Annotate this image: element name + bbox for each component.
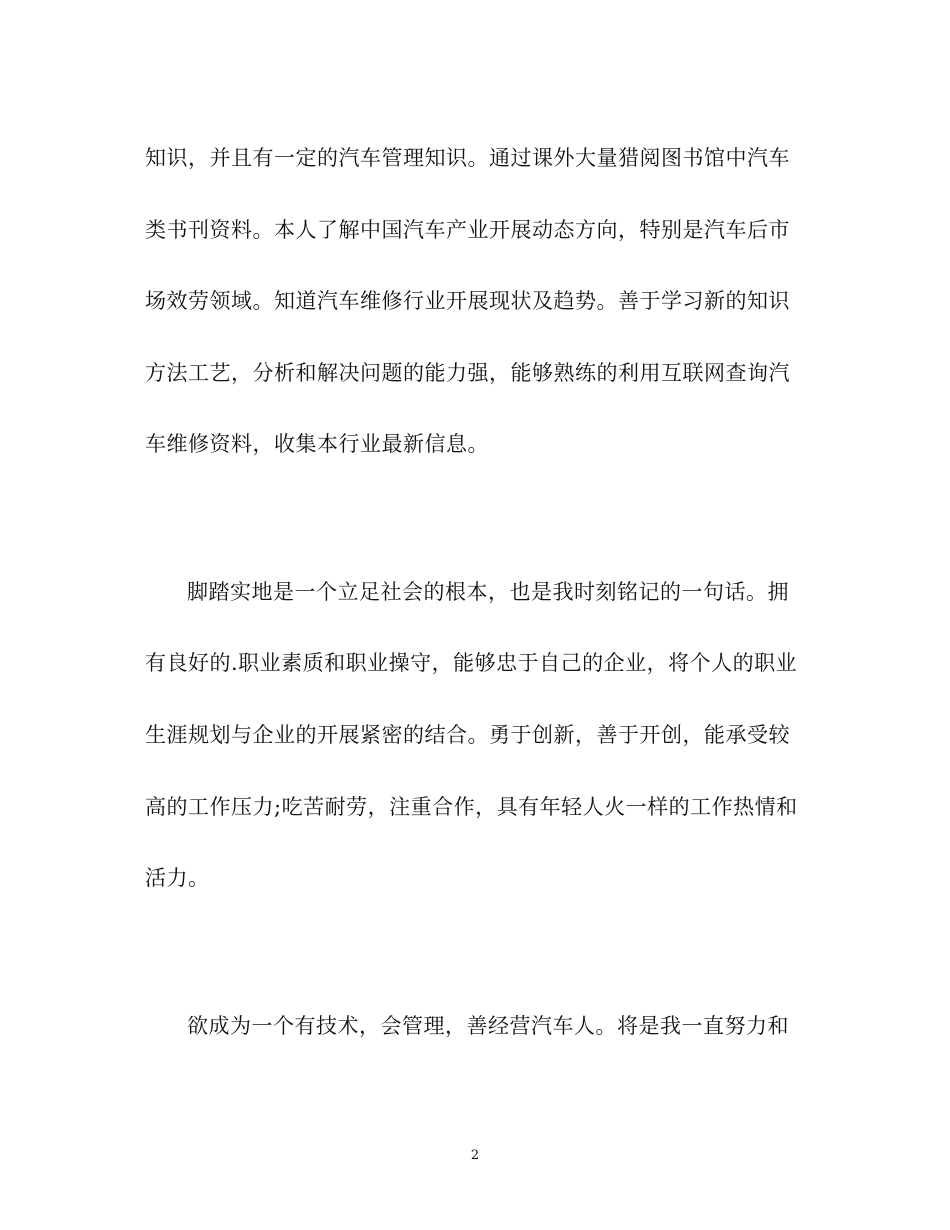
paragraph-1-line-5: 车维修资料，收集本行业最新信息。 <box>145 432 489 456</box>
paragraph-2-line-2: 有良好的.职业素质和职业操守，能够忠于自己的企业，将个人的职业 <box>145 651 798 675</box>
paragraph-2-line-1: 脚踏实地是一个立足社会的根本，也是我时刻铭记的一句话。拥 <box>187 580 789 604</box>
paragraph-3-line-1: 欲成为一个有技术，会管理，善经营汽车人。将是我一直努力和 <box>187 1014 789 1038</box>
paragraph-1-line-3: 场效劳领域。知道汽车维修行业开展现状及趋势。善于学习新的知识 <box>145 289 790 313</box>
paragraph-1-line-1: 知识，并且有一定的汽车管理知识。通过课外大量猎阅图书馆中汽车 <box>145 146 790 170</box>
paragraph-2-line-4: 高的工作压力;吃苦耐劳，注重合作，具有年轻人火一样的工作热情和 <box>145 795 798 819</box>
paragraph-2-line-5: 活力。 <box>145 866 210 890</box>
paragraph-1-line-2: 类书刊资料。本人了解中国汽车产业开展动态方向，特别是汽车后市 <box>145 218 790 242</box>
page-number: 2 <box>470 1148 480 1163</box>
paragraph-1-line-4: 方法工艺，分析和解决问题的能力强，能够熟练的利用互联网查询汽 <box>145 361 790 385</box>
paragraph-2-line-3: 生涯规划与企业的开展紧密的结合。勇于创新，善于开创，能承受较 <box>145 723 790 747</box>
